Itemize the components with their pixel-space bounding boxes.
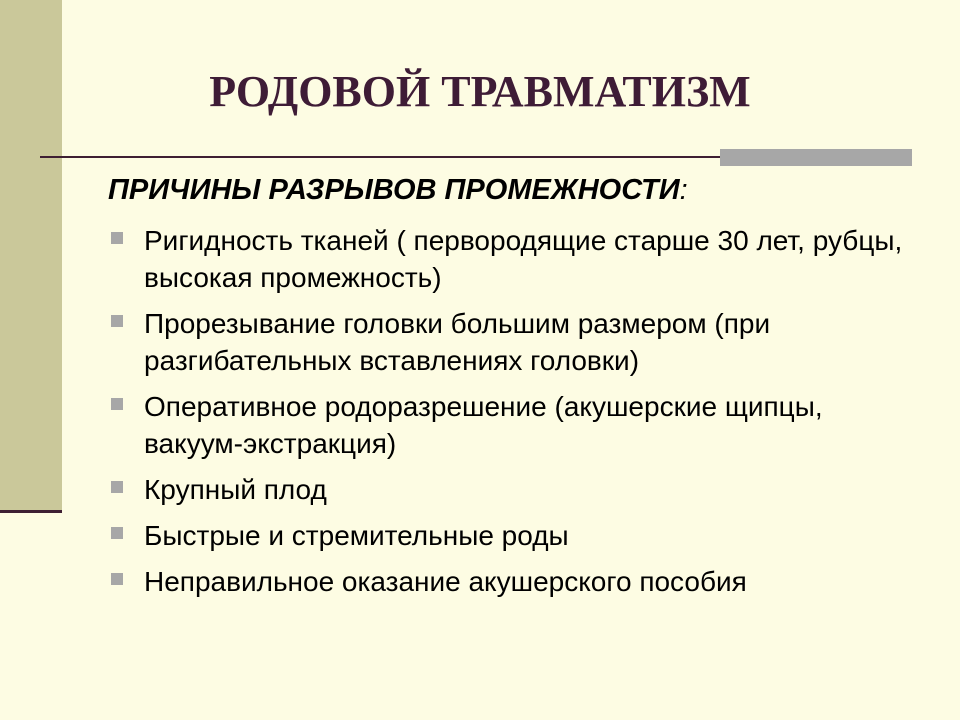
bullet-item xyxy=(108,563,908,600)
bullet-item xyxy=(108,517,908,554)
left-decor-line xyxy=(0,510,62,513)
bullet-text: Быстрые и стремительные роды xyxy=(144,520,569,551)
bullet-text: Крупный плод xyxy=(144,474,327,505)
bullet-list xyxy=(108,222,908,609)
subtitle-colon: : xyxy=(679,174,688,206)
bullet-item xyxy=(108,388,908,462)
square-bullet-icon xyxy=(111,481,123,493)
bullet-item xyxy=(108,471,908,508)
square-bullet-icon xyxy=(111,573,123,585)
bullet-item xyxy=(108,305,908,379)
square-bullet-icon xyxy=(111,398,123,410)
bullet-text: Ригидность тканей ( первородящие старше 30 лет, рубцы, высокая промежность) xyxy=(144,225,903,293)
square-bullet-icon xyxy=(111,527,123,539)
title-divider-accent xyxy=(720,149,912,166)
slide-subtitle xyxy=(108,174,688,207)
bullet-text: Прорезывание головки большим размером (при разгибательных вставлениях головки) xyxy=(144,308,771,376)
subtitle-text: ПРИЧИНЫ РАЗРЫВОВ ПРОМЕЖНОСТИ xyxy=(108,174,680,206)
slide-title: РОДОВОЙ ТРАВМАТИЗМ xyxy=(209,67,751,116)
bullet-text: Неправильное оказание акушерского пособия xyxy=(144,566,747,597)
bullet-item xyxy=(108,222,908,296)
square-bullet-icon xyxy=(111,232,123,244)
square-bullet-icon xyxy=(111,315,123,327)
bullet-text: Оперативное родоразрешение (акушерские щипцы, вакуум-экстракция) xyxy=(144,391,823,459)
